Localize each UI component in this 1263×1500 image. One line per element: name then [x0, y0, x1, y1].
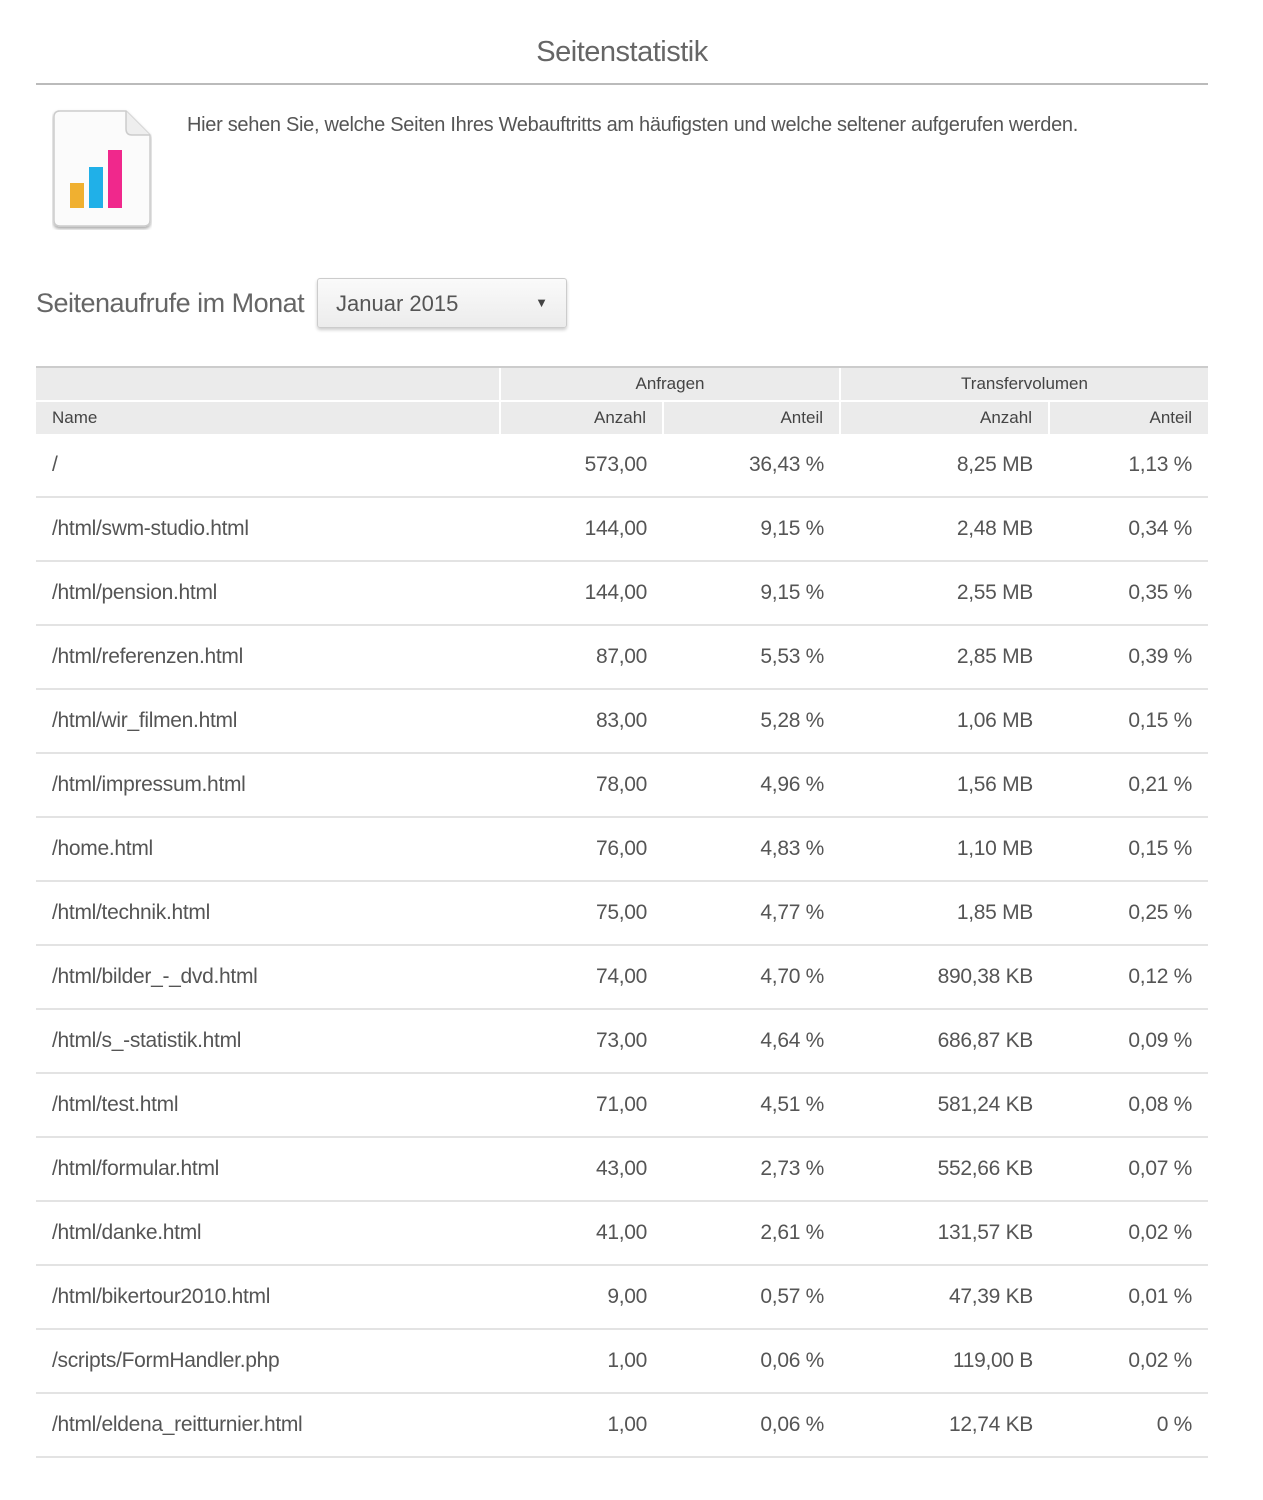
requests-count: 573,00	[500, 434, 663, 497]
transfer-share: 0,34 %	[1049, 497, 1208, 561]
table-row	[36, 881, 1208, 945]
transfer-count: 1,06 MB	[840, 689, 1049, 753]
page-name: /html/s_-statistik.html	[36, 1009, 500, 1073]
transfer-share: 0,35 %	[1049, 561, 1208, 625]
transfer-count: 1,10 MB	[840, 817, 1049, 881]
table-row	[36, 1073, 1208, 1137]
requests-share: 2,61 %	[663, 1201, 840, 1265]
page-name: /html/bikertour2010.html	[36, 1265, 500, 1329]
page-name: /html/formular.html	[36, 1137, 500, 1201]
requests-count: 87,00	[500, 625, 663, 689]
transfer-count: 686,87 KB	[840, 1009, 1049, 1073]
requests-count: 78,00	[500, 753, 663, 817]
transfer-share: 0,02 %	[1049, 1329, 1208, 1393]
transfer-share: 0,15 %	[1049, 817, 1208, 881]
requests-share: 9,15 %	[663, 561, 840, 625]
transfer-share: 0,07 %	[1049, 1137, 1208, 1201]
table-row	[36, 1393, 1208, 1457]
requests-share: 9,15 %	[663, 497, 840, 561]
page-name: /	[36, 434, 500, 497]
page-name: /html/pension.html	[36, 561, 500, 625]
requests-count: 1,00	[500, 1329, 663, 1393]
title-divider	[36, 83, 1208, 85]
page-title: Seitenstatistik	[536, 36, 708, 68]
page-name: /html/eldena_reitturnier.html	[36, 1393, 500, 1457]
requests-share: 36,43 %	[663, 434, 840, 497]
transfer-share: 0,25 %	[1049, 881, 1208, 945]
column-header-row	[36, 401, 1208, 434]
requests-count: 1,00	[500, 1393, 663, 1457]
requests-count: 144,00	[500, 497, 663, 561]
table-row	[36, 1137, 1208, 1201]
table-row	[36, 1265, 1208, 1329]
requests-count: 76,00	[500, 817, 663, 881]
requests-count: 73,00	[500, 1009, 663, 1073]
transfer-count: 1,56 MB	[840, 753, 1049, 817]
page-name: /scripts/FormHandler.php	[36, 1329, 500, 1393]
statistics-document-icon	[52, 108, 152, 230]
transfer-count: 552,66 KB	[840, 1137, 1049, 1201]
page-name: /html/test.html	[36, 1073, 500, 1137]
page-name: /html/technik.html	[36, 881, 500, 945]
header-name[interactable]: Name	[36, 401, 500, 434]
requests-share: 4,77 %	[663, 881, 840, 945]
transfer-count: 2,55 MB	[840, 561, 1049, 625]
requests-share: 4,64 %	[663, 1009, 840, 1073]
header-transfer-share[interactable]: Anteil	[1049, 401, 1208, 434]
table-row	[36, 561, 1208, 625]
transfer-share: 0,12 %	[1049, 945, 1208, 1009]
table-row	[36, 434, 1208, 497]
transfer-count: 12,74 KB	[840, 1393, 1049, 1457]
month-select[interactable]	[317, 278, 567, 328]
page-name: /html/referenzen.html	[36, 625, 500, 689]
transfer-count: 581,24 KB	[840, 1073, 1049, 1137]
chevron-down-icon: ▼	[535, 295, 548, 310]
table-row	[36, 689, 1208, 753]
transfer-share: 0,15 %	[1049, 689, 1208, 753]
requests-share: 4,51 %	[663, 1073, 840, 1137]
transfer-count: 2,48 MB	[840, 497, 1049, 561]
transfer-share: 0,39 %	[1049, 625, 1208, 689]
table-row	[36, 1329, 1208, 1393]
transfer-count: 47,39 KB	[840, 1265, 1049, 1329]
transfer-share: 0,08 %	[1049, 1073, 1208, 1137]
month-select-value: Januar 2015	[336, 291, 459, 316]
transfer-share: 1,13 %	[1049, 434, 1208, 497]
requests-count: 144,00	[500, 561, 663, 625]
requests-share: 0,06 %	[663, 1329, 840, 1393]
transfer-share: 0,09 %	[1049, 1009, 1208, 1073]
requests-count: 41,00	[500, 1201, 663, 1265]
page-name: /html/swm-studio.html	[36, 497, 500, 561]
header-empty	[36, 367, 500, 401]
header-group-transfer: Transfervolumen	[840, 367, 1208, 401]
requests-count: 74,00	[500, 945, 663, 1009]
header-requests-share[interactable]: Anteil	[663, 401, 840, 434]
table-row	[36, 753, 1208, 817]
transfer-share: 0,02 %	[1049, 1201, 1208, 1265]
requests-share: 4,96 %	[663, 753, 840, 817]
table-row	[36, 817, 1208, 881]
page-name: /html/bilder_-_dvd.html	[36, 945, 500, 1009]
requests-count: 83,00	[500, 689, 663, 753]
table-row	[36, 1009, 1208, 1073]
page-statistics-table	[36, 366, 1208, 1458]
requests-share: 5,28 %	[663, 689, 840, 753]
transfer-share: 0,21 %	[1049, 753, 1208, 817]
requests-share: 4,70 %	[663, 945, 840, 1009]
requests-share: 0,06 %	[663, 1393, 840, 1457]
requests-count: 43,00	[500, 1137, 663, 1201]
transfer-count: 1,85 MB	[840, 881, 1049, 945]
intro-text: Hier sehen Sie, welche Seiten Ihres Webauftritts am häufigsten und welche seltener aufgerufen werden.	[187, 114, 1078, 136]
page-name: /html/danke.html	[36, 1201, 500, 1265]
requests-share: 0,57 %	[663, 1265, 840, 1329]
requests-count: 75,00	[500, 881, 663, 945]
header-transfer-count[interactable]: Anzahl	[840, 401, 1049, 434]
page-name: /html/impressum.html	[36, 753, 500, 817]
header-group-requests: Anfragen	[500, 367, 840, 401]
transfer-count: 2,85 MB	[840, 625, 1049, 689]
transfer-share: 0 %	[1049, 1393, 1208, 1457]
transfer-count: 890,38 KB	[840, 945, 1049, 1009]
table-row	[36, 497, 1208, 561]
page-name: /home.html	[36, 817, 500, 881]
header-requests-count[interactable]: Anzahl	[500, 401, 663, 434]
transfer-count: 8,25 MB	[840, 434, 1049, 497]
group-header-row	[36, 367, 1208, 401]
requests-share: 5,53 %	[663, 625, 840, 689]
requests-count: 71,00	[500, 1073, 663, 1137]
table-row	[36, 625, 1208, 689]
requests-share: 4,83 %	[663, 817, 840, 881]
requests-count: 9,00	[500, 1265, 663, 1329]
transfer-count: 131,57 KB	[840, 1201, 1049, 1265]
requests-share: 2,73 %	[663, 1137, 840, 1201]
page-name: /html/wir_filmen.html	[36, 689, 500, 753]
transfer-count: 119,00 B	[840, 1329, 1049, 1393]
table-row	[36, 1201, 1208, 1265]
month-filter-label: Seitenaufrufe im Monat	[36, 288, 305, 318]
table-row	[36, 945, 1208, 1009]
transfer-share: 0,01 %	[1049, 1265, 1208, 1329]
